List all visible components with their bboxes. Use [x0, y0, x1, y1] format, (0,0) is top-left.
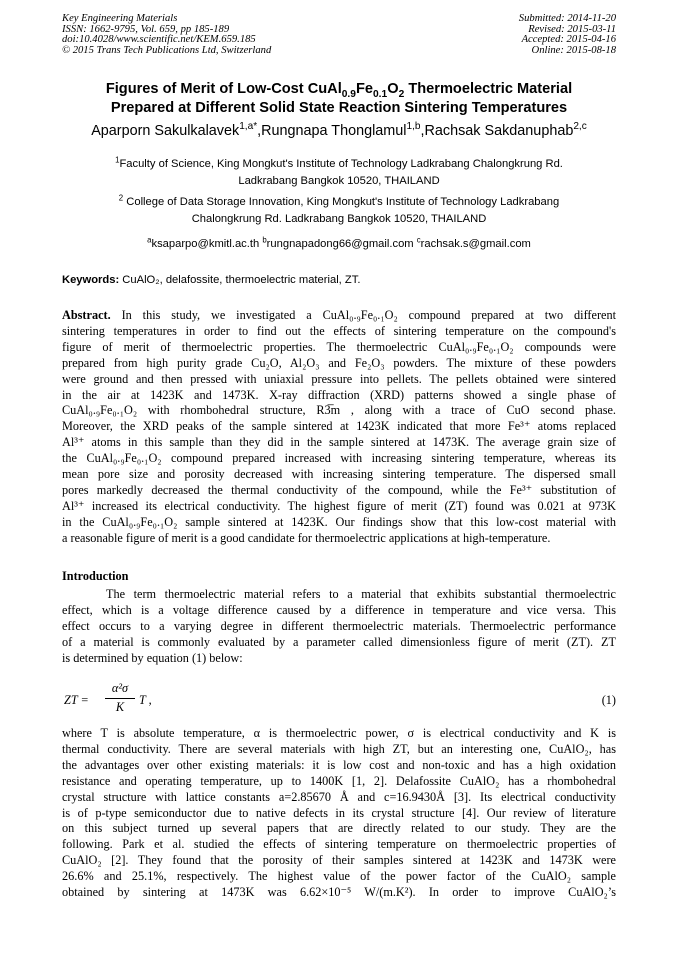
equation-fraction — [104, 679, 136, 715]
title-line-2: Prepared at Different Solid State Reaction Sintering Temperatures — [110, 99, 568, 116]
journal-copyright: © 2015 Trans Tech Publications Ltd, Switzerland — [62, 44, 272, 56]
equation-number: (1) — [601, 693, 616, 707]
intro-paragraph-2: where T is absolute temperature, α is thermoelectric power, σ is electrical conductivity and K is thermal conductivity. There are several materials with high ZT, but an interesting one, CuAlO₂, has the advantages over other existing materials: it is low cost and non-toxic and has a high oxidation resistance and operating temperature, up to 1400K [1, 2]. Delafossite CuAlO₂ has a rhombohedral crystal structure with lattice constants a=2.85670 Å and c=16.9430Å [3]. Its electrical conductivity is of p-type semiconductor due to native defects in its crystal structure [4]. Our review of literature on this subject turned up several papers that are directly related to our study. They are the following. Park et al. studied the effects of sintering temperature on thermoelectric properties of CuAlO₂ [2]. They found that the porosity of their samples sintered at 1423K and 1473K were 26.6% and 25.1%, respectively. The highest value of the power factor of the CuAlO₂ sample obtained by sintering at 1473K was 6.62×10⁻⁵ W/(m.K²). In order to improve CuAlO₂’s — [62, 726, 616, 900]
keywords-text: CuAlO₂, delafossite, thermoelectric material, ZT. — [119, 274, 361, 286]
section-heading: Introduction — [62, 569, 129, 583]
author-emails: $^a$ksaparpo@kmitl.ac.th $^b$rungnapadong66@gmail.com $^c$rachsak.s@gmail.com — [147, 235, 531, 250]
abstract: Abstract. In this study, we investigated a CuAl₀.₉Fe₀.₁O₂ compound prepared at two different sintering temperatures in order to find out the effects of sintering temperature on the compound's figure of merit of thermoelectric properties. The thermoelectric CuAl₀.₉Fe₀.₁O₂ compounds were prepared from high purity grade Cu₂O, Al₂O₃ and Fe₂O₃ powders. The mixture of these powders were ground and then pressed with uniaxial pressure into pellets. The pellets obtained were sintered in the air at 1423K and 1473K. X-ray diffraction (XRD) patterns showed a single phase of CuAl₀.₉Fe₀.₁O₂ with rhombohedral structure, R3̅m , along with a trace of CuO second phase. Moreover, the XRD peaks of the sample sintered at 1423K indicated that more Fe³⁺ atoms replaced Al³⁺ atoms in this sample than they did in the sample sintered at 1473K. The average grain size of the CuAl₀.₉Fe₀.₁O₂ compound prepared increased with increasing sintering temperature, whereas its mean pore size and porosity decreased with increasing sintering temperature. The dispersed small pores markedly decreased the thermal conductivity of the compound, while the Fe³⁺ substitution of Al³⁺ increased its electrical conductivity. The highest figure of merit (ZT) found was 0.021 at 973K in the CuAl₀.₉Fe₀.₁O₂ sample sintered at 1423K. Our findings show that this low-cost material with a reasonable figure of merit is a good candidate for thermoelectric applications at high-temperature. — [62, 308, 616, 545]
email-link[interactable]: ksaparpo@kmitl.ac.th — [151, 238, 260, 250]
journal-doi: doi:10.4028/www.scientific.net/KEM.659.185 — [62, 34, 256, 46]
equation-denominator: K — [115, 700, 125, 714]
email-link[interactable]: rungnapadong66@gmail.com — [266, 238, 414, 250]
date-online: Online: 2015-08-18 — [531, 44, 616, 56]
paper-title — [40, 80, 638, 117]
email-link[interactable]: rachsak.s@gmail.com — [420, 238, 531, 250]
author-name: Aparporn Sakulkalavek — [91, 123, 240, 139]
keywords — [62, 274, 616, 286]
publication-dates — [519, 14, 616, 56]
affiliation-2: $^2$ College of Data Storage Innovation, King Mongkut's Institute of Technology Ladkrabang Chalongkrung Rd. Ladkrabang Bangkok 10520, THAILAND — [118, 193, 560, 225]
author-mark: 1,a* — [239, 121, 258, 133]
journal-name: Key Engineering Materials — [62, 13, 178, 24]
author-mark: 2,c — [573, 121, 587, 133]
equation-numerator: α²σ — [111, 681, 129, 695]
equation-lhs: ZT = — [64, 693, 89, 707]
author-list: Aparporn Sakulkalavek$^{1,a*}$,Rungnapa Thonglamul$^{1,b}$,Rachsak Sakdanuphab$^{2,c}$ — [91, 121, 587, 139]
title-line-1: Figures of Merit of Low-Cost $CuAl_{0.9}Fe_{0.1}O_2$ Thermoelectric Material — [105, 81, 573, 100]
author-name: Rungnapa Thonglamul — [261, 123, 407, 139]
date-submitted: Submitted: 2014-11-20 — [518, 13, 616, 24]
keywords-label: Keywords: — [62, 274, 120, 286]
journal-issn: ISSN: 1662-9795, Vol. 659, pp 185-189 — [62, 23, 230, 35]
abstract-label: Abstract. — [62, 308, 111, 322]
author-name: Rachsak Sakdanuphab — [424, 123, 574, 139]
equation-1 — [62, 679, 616, 723]
date-revised: Revised: 2015-03-11 — [528, 23, 616, 35]
equation-rhs: T , — [139, 693, 152, 707]
affiliation-1: $^1$Faculty of Science, King Mongkut's Institute of Technology Ladkrabang Chalongkrung Rd. Ladkrabang Bangkok 10520, THAILAND — [115, 155, 563, 187]
intro-paragraph-1: The term thermoelectric material refers to a material that exhibits substantial thermoelectric effect, which is a voltage difference caused by a difference in temperature and vice versa. This effect occurs to a varying degree in different thermoelectric materials. Thermoelectric performance of a material is commonly evaluated by a parameter called dimensionless figure of merit (ZT). ZT is determined by equation (1) below: — [62, 587, 616, 665]
journal-info — [62, 14, 271, 56]
date-accepted: Accepted: 2015-04-16 — [521, 34, 616, 46]
author-mark: 1,b — [406, 121, 421, 133]
